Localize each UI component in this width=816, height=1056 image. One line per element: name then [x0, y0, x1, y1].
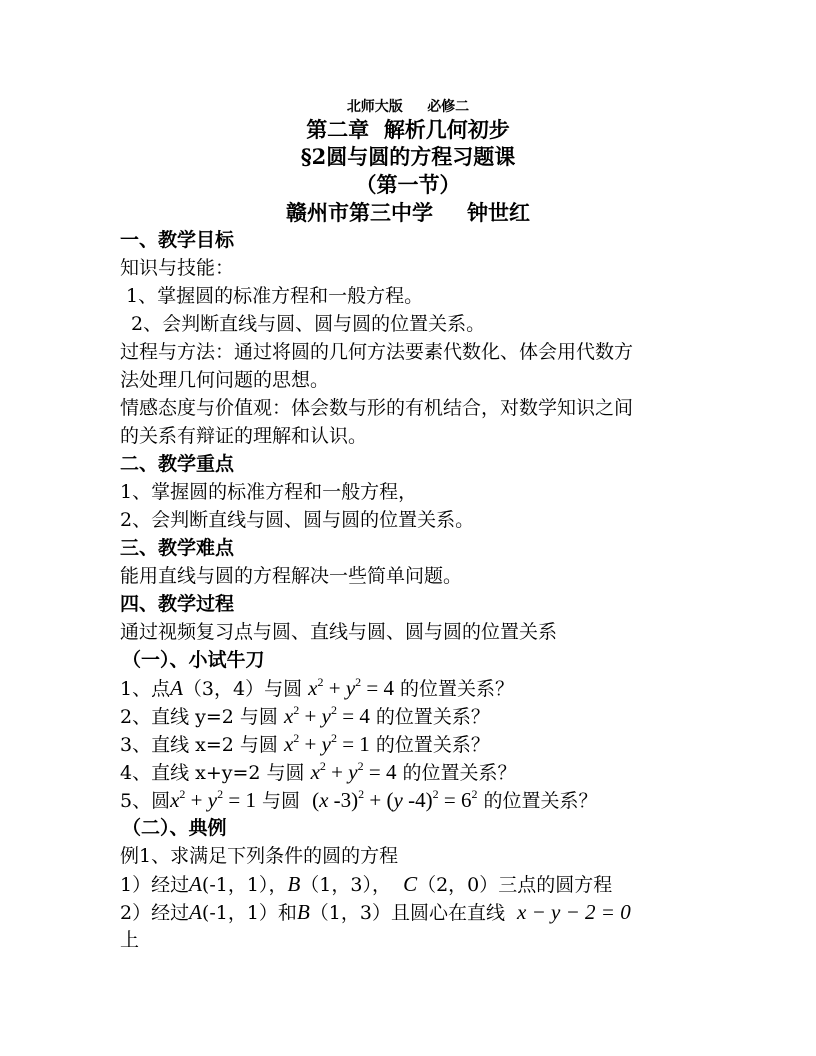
edition-line [0, 96, 816, 116]
chapter-number: 第二章 [306, 117, 370, 142]
point-a-label: A [170, 676, 183, 700]
circle-equation: $x^2 + y^2 = 4$ [310, 759, 397, 784]
school-name: 赣州市第三中学 [286, 200, 433, 225]
circle-equation-2: (x -3)$^2$ + (y $-4)^2 = 6^2$ [312, 787, 478, 812]
difficulty-1: 能用直线与圆的方程解决一些简单问题。 [120, 565, 463, 587]
subheading-examples: （二）、典例 [122, 817, 227, 839]
key-point-1: 1、掌握圆的标准方程和一般方程， [120, 481, 418, 503]
process-intro: 通过视频复习点与圆、直线与圆、圆与圆的位置关系 [120, 621, 558, 643]
emotion-value-line-1: 情感态度与价值观：体会数与形的有机结合，对数学知识之间 [120, 397, 634, 419]
heading-teaching-goals: 一、教学目标 [120, 229, 235, 251]
question-4: 4、直线 x+y=2 与圆 $x^2 + y^2 = 4$ 的位置关系？ [120, 759, 517, 784]
knowledge-skills-label: 知识与技能： [120, 257, 235, 279]
process-method-line-2: 法处理几何问题的思想。 [120, 369, 330, 391]
goal-item-1: 1、掌握圆的标准方程和一般方程。 [126, 285, 424, 307]
example-1-part-2: 2）经过A(-1，1）和B（1，3）且圆心在直线 x − y − 2 = 0 [120, 900, 631, 924]
emotion-value-line-2: 的关系有辩证的理解和认识。 [120, 425, 368, 447]
school-author-line [0, 199, 816, 227]
chapter-title [0, 116, 816, 144]
process-method-line-1: 过程与方法：通过将圆的几何方法要素代数化、体会用代数方 [120, 341, 634, 363]
example-1-part-2-continued: 上 [120, 929, 140, 951]
subheading-quick-test: （一）、小试牛刀 [122, 649, 265, 671]
question-2: 2、直线 y=2 与圆 $x^2 + y^2 = 4$ 的位置关系？ [120, 703, 490, 728]
question-3: 3、直线 x=2 与圆 $x^2 + y^2 = 1$ 的位置关系？ [120, 731, 490, 756]
chapter-name: 解析几何初步 [383, 117, 510, 142]
heading-key-points: 二、教学重点 [120, 453, 235, 475]
example-1-part-1: 1）经过A(-1，1），B（1，3）， C（2，0）三点的圆方程 [120, 872, 613, 896]
goal-item-2: 2、会判断直线与圆、圆与圆的位置关系。 [131, 313, 486, 335]
example-1-title: 例1、求满足下列条件的圆的方程 [120, 845, 399, 867]
key-point-2: 2、会判断直线与圆、圆与圆的位置关系。 [120, 509, 475, 531]
question-1: 1、点A（3，4）与圆 $x^2 + y^2 = 4$ 的位置关系？ [120, 675, 515, 700]
author-name: 钟世红 [467, 200, 530, 225]
circle-equation: $x^2 + y^2 = 4$ [283, 703, 370, 728]
circle-equation: $x^2 + y^2 = 4$ [308, 675, 394, 700]
heading-teaching-process: 四、教学过程 [120, 593, 235, 615]
heading-difficulties: 三、教学难点 [120, 537, 235, 559]
section-label: （第一节） [355, 172, 461, 197]
line-equation: x − y − 2 = 0 [517, 900, 631, 924]
lesson-title: §2圆与圆的方程习题课 [300, 144, 516, 169]
circle-equation: $x^2 + y^2 = 1$ [283, 731, 370, 756]
circle-equation-1: $x^2 + y^2 = 1$ [170, 787, 256, 812]
volume-label: 必修二 [427, 99, 470, 115]
edition-label: 北师大版 [346, 99, 403, 115]
question-5: 5、圆$x^2 + y^2 = 1$ 与圆 (x -3)$^2$ + (y $-4)^2 = 6^2$ 的位置关系？ [120, 787, 598, 812]
